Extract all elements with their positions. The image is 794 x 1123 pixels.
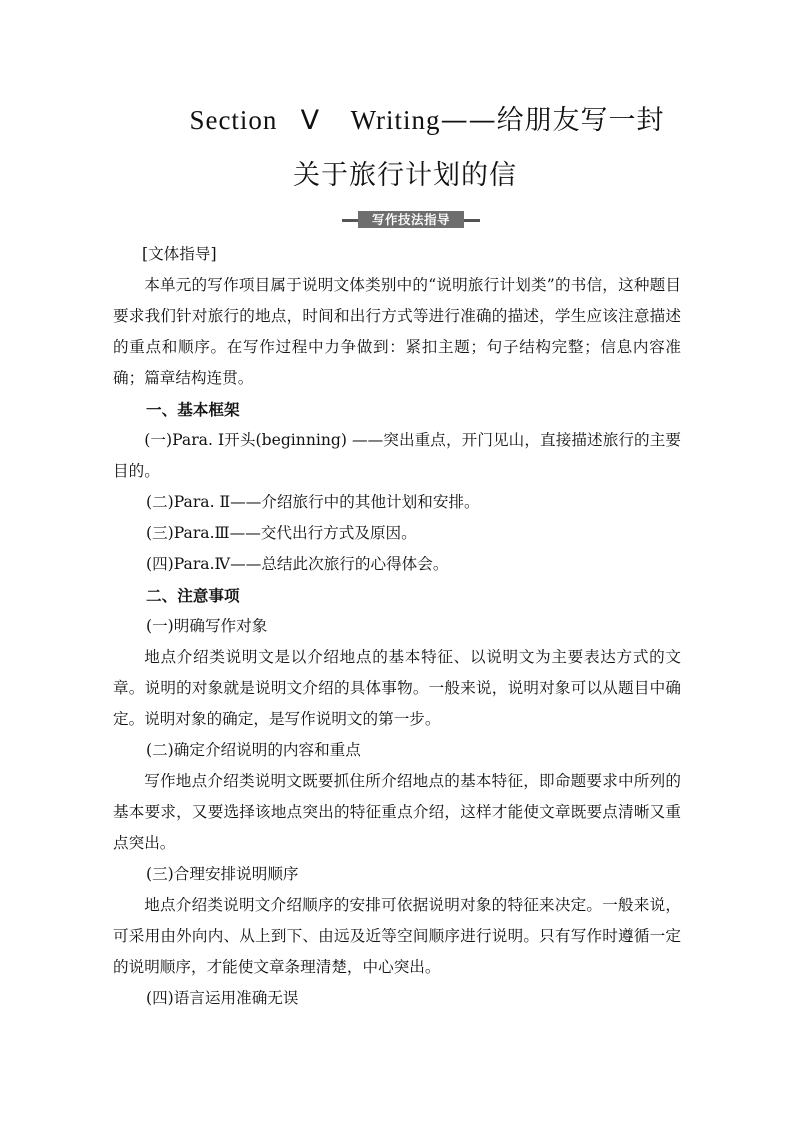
note-heading-1: (一)明确写作对象 — [146, 617, 268, 635]
note-heading-2: (二)确定介绍说明的内容和重点 — [146, 741, 361, 759]
banner-label: 写作技法指导 — [358, 211, 464, 228]
note-paragraph-2: 写作地点介绍类说明文既要抓住所介绍地点的基本特征，即命题要求中所列的基本要求，又要选择该地点突出的特征重点介绍，这样才能使文章既要点清晰又重点突出。 — [113, 772, 681, 852]
heading-framework: 一、基本框架 — [146, 400, 240, 419]
note-heading-3: (三)合理安排说明顺序 — [146, 865, 299, 883]
note-heading-4: (四)语言运用准确无误 — [146, 989, 299, 1007]
page-title-line-1 — [30, 98, 794, 137]
note-paragraph-1: 地点介绍类说明文是以介绍地点的基本特征、以说明文为主要表达方式的文章。说明的对象就是说明文介绍的具体事物。一般来说，说明对象可以从题目中确定。说明对象的确定，是写作说明文的第一步。 — [113, 648, 681, 728]
framework-item-3: (三)Para.Ⅲ——交代出行方式及原因。 — [146, 524, 417, 542]
title-topic: ——给朋友写一封 — [440, 105, 665, 136]
framework-item-1: (一)Para. Ⅰ开头(beginning) ——突出重点，开门见山，直接描述旅行的主要目的。 — [113, 431, 681, 480]
framework-item-2: (二)Para. Ⅱ——介绍旅行中的其他计划和安排。 — [146, 493, 480, 511]
section-banner — [342, 209, 480, 229]
paragraph-intro: 本单元的写作项目属于说明文体类别中的“说明旅行计划类”的书信，这种题目要求我们针对旅行的地点，时间和出行方式等进行准确的描述，学生应该注意描述的重点和顺序。在写作过程中力争做到：紧扣主题；句子结构完整；信息内容准确；篇章结构连贯。 — [113, 276, 681, 387]
heading-notes: 二、注意事项 — [146, 586, 240, 605]
page-title-line-2: 关于旅行计划的信 — [293, 160, 517, 191]
note-paragraph-3: 地点介绍类说明文介绍顺序的安排可依据说明对象的特征来决定。一般来说，可采用由外向内、从上到下、由远及近等空间顺序进行说明。只有写作时遵循一定的说明顺序，才能使文章条理清楚，中心突出。 — [113, 896, 681, 976]
genre-guidance-tag: [文体指导] — [142, 245, 217, 263]
framework-item-4: (四)Para.Ⅳ——总结此次旅行的心得体会。 — [146, 555, 449, 573]
banner-right-rule — [462, 219, 480, 222]
document-body — [113, 239, 681, 1014]
title-section-label: Section Ⅴ Writing — [189, 105, 441, 135]
